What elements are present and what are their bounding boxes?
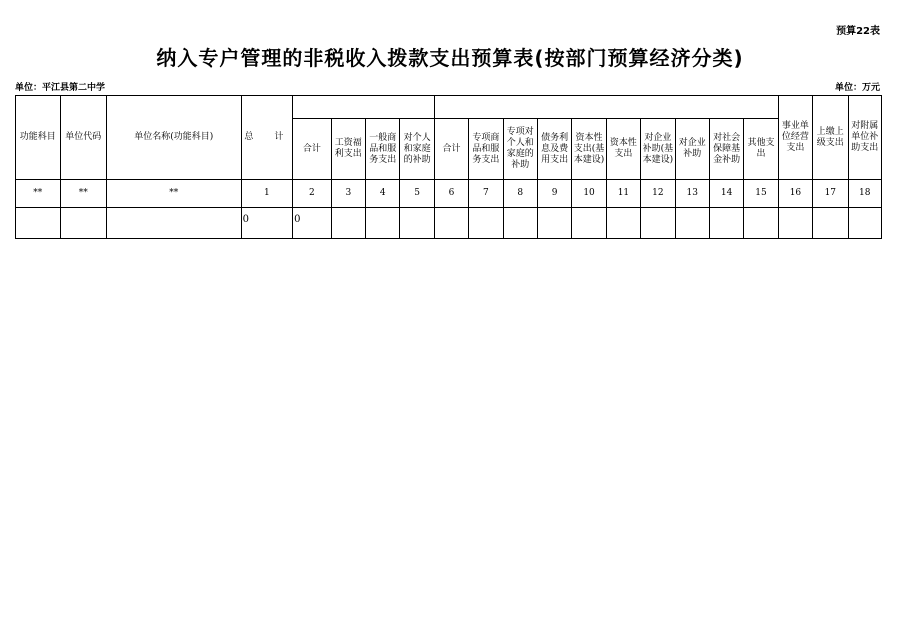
header-col-10: 资本性支出(基本建设) — [572, 119, 606, 180]
index-cell: 2 — [293, 180, 331, 208]
header-col-7: 专项商品和服务支出 — [469, 119, 503, 180]
index-cell: 3 — [331, 180, 365, 208]
index-cell: 5 — [400, 180, 434, 208]
index-cell: 4 — [366, 180, 400, 208]
data-cell — [572, 208, 606, 239]
form-code: 预算22表 — [836, 26, 880, 37]
header-col-11: 资本性支出 — [606, 119, 640, 180]
index-cell: ** — [107, 180, 242, 208]
index-cell: 8 — [503, 180, 537, 208]
index-cell: ** — [16, 180, 61, 208]
index-cell: 1 — [241, 180, 293, 208]
index-cell: 10 — [572, 180, 606, 208]
header-group-2 — [434, 96, 778, 119]
header-total: 总 计 — [241, 96, 293, 180]
header-col-17: 上缴上级支出 — [813, 96, 848, 180]
data-cell — [60, 208, 107, 239]
data-cell — [400, 208, 434, 239]
data-cell — [675, 208, 709, 239]
index-cell: 9 — [537, 180, 571, 208]
header-unit-code: 单位代码 — [60, 96, 107, 180]
data-cell — [709, 208, 743, 239]
header-col-12: 对企业补助(基本建设) — [641, 119, 675, 180]
data-cell-subtotal: 0 — [293, 208, 331, 239]
unit-money: 单位：万元 — [834, 83, 880, 93]
header-col-4: 一般商品和服务支出 — [366, 119, 400, 180]
index-cell: 7 — [469, 180, 503, 208]
data-cell-total: 0 — [241, 208, 293, 239]
index-cell: 14 — [709, 180, 743, 208]
data-cell — [813, 208, 848, 239]
index-cell: 13 — [675, 180, 709, 208]
data-cell — [16, 208, 61, 239]
budget-table — [15, 95, 882, 239]
table-row — [16, 208, 882, 239]
header-unit-name: 单位名称(功能科目) — [107, 96, 242, 180]
data-cell — [434, 208, 468, 239]
header-col-6: 合计 — [434, 119, 468, 180]
data-cell — [744, 208, 778, 239]
index-cell: 12 — [641, 180, 675, 208]
data-cell — [107, 208, 242, 239]
data-cell — [848, 208, 881, 239]
data-cell — [641, 208, 675, 239]
header-col-13: 对企业补助 — [675, 119, 709, 180]
header-col-9: 债务利息及费用支出 — [537, 119, 571, 180]
page-title: 纳入专户管理的非税收入拨款支出预算表(按部门预算经济分类) — [156, 46, 744, 70]
header-col-15: 其他支出 — [744, 119, 778, 180]
index-cell: 17 — [813, 180, 848, 208]
data-cell — [503, 208, 537, 239]
data-cell — [778, 208, 812, 239]
data-cell — [606, 208, 640, 239]
header-col-16: 事业单位经营支出 — [778, 96, 812, 180]
index-cell: 16 — [778, 180, 812, 208]
header-col-8: 专项对个人和家庭的补助 — [503, 119, 537, 180]
data-cell — [537, 208, 571, 239]
header-col-3: 工资福利支出 — [331, 119, 365, 180]
header-col-14: 对社会保障基金补助 — [709, 119, 743, 180]
index-cell: 6 — [434, 180, 468, 208]
data-cell — [366, 208, 400, 239]
unit-org: 单位：平江县第二中学 — [15, 83, 106, 93]
index-cell: 11 — [606, 180, 640, 208]
header-func-subject: 功能科目 — [16, 96, 61, 180]
index-cell: 18 — [848, 180, 881, 208]
data-cell — [331, 208, 365, 239]
header-group-1 — [293, 96, 435, 119]
data-cell — [469, 208, 503, 239]
index-cell: ** — [60, 180, 107, 208]
header-col-2: 合计 — [293, 119, 331, 180]
index-row — [16, 180, 882, 208]
index-cell: 15 — [744, 180, 778, 208]
header-col-5: 对个人和家庭的补助 — [400, 119, 434, 180]
header-col-18: 对附属单位补助支出 — [848, 96, 881, 180]
